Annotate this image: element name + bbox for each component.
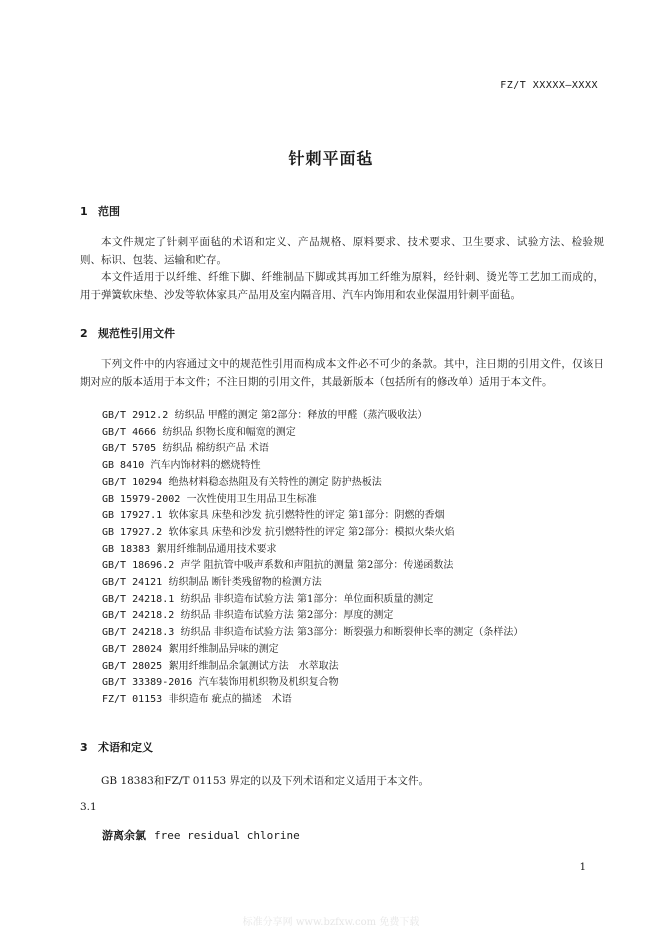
reference-code: GB 17927.2 <box>102 526 163 538</box>
reference-code: GB/T 18696.2 <box>102 560 175 572</box>
terms-intro: GB 18383和FZ/T 01153 界定的以及下列术语和定义适用于本文件。 <box>101 775 430 787</box>
term-chinese: 游离余氯 <box>102 829 146 842</box>
reference-title: 一次性使用卫生用品卫生标准 <box>186 493 317 505</box>
reference-item <box>102 642 523 659</box>
section-title: 范围 <box>98 205 120 218</box>
scope-paragraph-1: 本文件规定了针刺平面毡的术语和定义、产品规格、原料要求、技术要求、卫生要求、试验方法、检验规则、标识、包装、运输和贮存。 <box>80 236 604 266</box>
section-number: 2 <box>80 327 88 340</box>
section-title: 术语和定义 <box>98 741 153 754</box>
reference-title: 纺织品 非织造布试验方法 第2部分：厚度的测定 <box>180 610 394 622</box>
reference-code: GB 15979-2002 <box>102 493 181 505</box>
reference-item <box>102 458 523 475</box>
reference-title: 纺织品 棉纺织产品 术语 <box>162 443 269 455</box>
reference-item <box>102 508 523 525</box>
reference-code: GB/T 24218.2 <box>102 610 175 622</box>
term-english: free residual chlorine <box>154 829 300 842</box>
reference-item <box>102 592 523 609</box>
section-number: 3 <box>80 741 88 754</box>
reference-code: GB 8410 <box>102 460 145 472</box>
reference-code: GB 17927.1 <box>102 510 163 522</box>
section-title: 规范性引用文件 <box>98 327 175 340</box>
reference-title: 纺织品 非织造布试验方法 第3部分：断裂强力和断裂伸长率的测定（条样法） <box>180 627 524 639</box>
clause-number: 3.1 <box>80 801 97 813</box>
reference-item <box>102 575 523 592</box>
reference-title: 软体家具 床垫和沙发 抗引燃特性的评定 第1部分：阴燃的香烟 <box>168 510 445 522</box>
reference-code: GB/T 5705 <box>102 443 157 455</box>
section-number: 1 <box>80 205 88 218</box>
section-3-heading <box>80 739 153 755</box>
reference-item <box>102 608 523 625</box>
reference-title: 非织造布 疵点的描述 术语 <box>168 693 292 705</box>
document-title: 针刺平面毡 <box>288 149 374 168</box>
reference-item <box>102 625 523 642</box>
page-number: 1 <box>579 862 586 873</box>
reference-title: 绝热材料稳态热阻及有关特性的测定 防护热板法 <box>168 476 382 488</box>
reference-code: GB/T 4666 <box>102 426 157 438</box>
reference-title: 絮用纤维制品通用技术要求 <box>156 543 277 555</box>
document-code: FZ/T XXXXX—XXXX <box>500 80 598 91</box>
reference-item <box>102 659 523 676</box>
reference-title: 声学 阻抗管中吸声系数和声阻抗的测量 第2部分：传递函数法 <box>180 560 454 572</box>
reference-code: GB/T 24121 <box>102 577 163 589</box>
reference-code: GB 18383 <box>102 543 151 555</box>
section-1-heading <box>80 203 120 219</box>
reference-title: 纺织制品 断针类残留物的检测方法 <box>168 577 322 589</box>
reference-code: GB/T 24218.3 <box>102 627 175 639</box>
reference-code: GB/T 28025 <box>102 660 163 672</box>
reference-item <box>102 492 523 509</box>
reference-title: 纺织品 织物长度和幅宽的测定 <box>162 426 296 438</box>
reference-title: 汽车装饰用机织物及机织复合物 <box>198 677 339 689</box>
reference-title: 软体家具 床垫和沙发 抗引燃特性的评定 第2部分：模拟火柴火焰 <box>168 526 455 538</box>
reference-item <box>102 558 523 575</box>
reference-code: GB/T 2912.2 <box>102 410 169 421</box>
reference-item <box>102 408 523 425</box>
reference-code: GB/T 33389-2016 <box>102 677 193 689</box>
reference-code: FZ/T 01153 <box>102 693 163 705</box>
reference-item <box>102 525 523 542</box>
reference-item <box>102 675 523 692</box>
reference-title: 汽车内饰材料的燃烧特性 <box>150 460 261 472</box>
normative-intro: 下列文件中的内容通过文中的规范性引用而构成本文件必不可少的条款。其中，注日期的引用文件，仅该日期对应的版本适用于本文件；不注日期的引用文件，其最新版本（包括所有的修改单）适用于本文件。 <box>80 358 604 388</box>
reference-list <box>102 408 523 709</box>
reference-title: 纺织品 甲醛的测定 第2部分：释放的甲醛（蒸汽吸收法） <box>174 410 428 421</box>
scope-paragraph-2: 本文件适用于以纤维、纤维下脚、纤维制品下脚或其再加工纤维为原料，经针刺、烫光等工艺加工而成的，用于弹簧软床垫、沙发等软体家具产品用及室内隔音用、汽车内饰用和农业保温用针刺平面毡。 <box>80 271 604 301</box>
reference-title: 絮用纤维制品异味的测定 <box>168 643 279 655</box>
reference-code: GB/T 28024 <box>102 643 163 655</box>
reference-item <box>102 692 523 709</box>
section-2-heading <box>80 325 175 341</box>
term-entry <box>102 827 300 843</box>
reference-item <box>102 425 523 442</box>
watermark: 标准分享网 www.bzfxw.com 免费下载 <box>242 917 420 928</box>
reference-item <box>102 441 523 458</box>
reference-title: 絮用纤维制品余氯测试方法 水萃取法 <box>168 660 339 672</box>
reference-code: GB/T 24218.1 <box>102 593 175 605</box>
reference-title: 纺织品 非织造布试验方法 第1部分：单位面积质量的测定 <box>180 593 434 605</box>
reference-item <box>102 542 523 559</box>
reference-code: GB/T 10294 <box>102 476 163 488</box>
reference-item <box>102 475 523 492</box>
